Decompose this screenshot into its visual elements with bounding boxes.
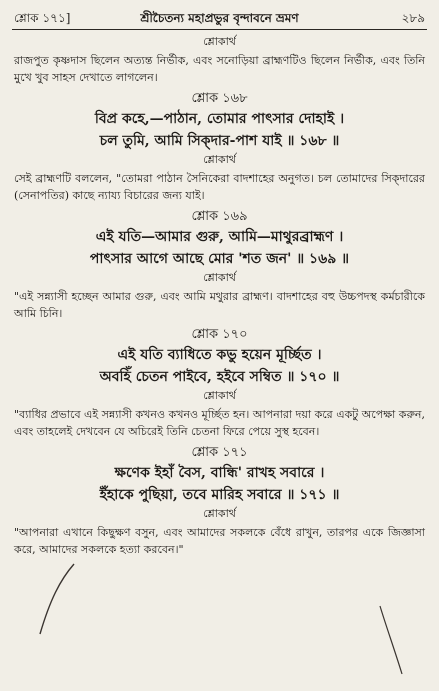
translation-text: "এই সন্ন্যাসী হচ্ছেন আমার গুরু, এবং আমি মথুরার ব্রাহ্মণ। বাদশাহের বহু উচ্চপদস্থ কর্মচারীকে আমি চিনি। (14, 290, 425, 320)
verse-label: শ্লোক ১৭০ (191, 327, 248, 342)
header-rule (12, 29, 427, 30)
verse-line: চল তুমি, আমি সিক্দার-পাশ যাই ॥ ১৬৮ ॥ (99, 133, 340, 149)
verse-section-170 (14, 326, 425, 440)
verse-section-168 (14, 90, 425, 204)
verse-line: পাৎসার আগে আছে মোর 'শত জন' ॥ ১৬৯ ॥ (89, 251, 350, 267)
verse-line: এই যতি ব্যাধিতে কভু হয়েন মূর্চ্ছিত । (117, 347, 322, 363)
translation-text: "ব্যাধির প্রভাবে এই সন্ন্যাসী কখনও কখনও মূর্চ্ছিত হন। আপনারা দয়া করে একটু অপেক্ষা করুন, এবং তাহলেই দেখবেন যে অচিরেই তিনি চেতনা ফিরে পেয়ে সুস্থ হবেন। (14, 408, 425, 438)
verse-line: অবহিঁ চেতন পাইবে, হইবে সম্বিত ॥ ১৭০ ॥ (99, 369, 340, 385)
pen-mark-right (372, 600, 412, 680)
running-header (14, 8, 425, 28)
header-verse-ref: শ্লোক ১৭১] (14, 11, 71, 25)
header-chapter-title: শ্রীচৈতন্য মহাপ্রভুর বৃন্দাবনে ভ্রমণ (140, 11, 299, 25)
page-content (14, 34, 425, 562)
verse-line: ইঁহাকে পুছিয়া, তবে মারিহ সবারে ॥ ১৭১ ॥ (99, 487, 340, 503)
verse-line: এই যতি—আমার গুরু, আমি—মাথুরব্রাহ্মণ । (95, 229, 344, 245)
verse-label: শ্লোক ১৭১ (191, 445, 248, 460)
translation-label: শ্লোকার্থ (203, 389, 236, 402)
translation-text: সেই ব্রাহ্মণটি বললেন, "তোমরা পাঠান সৈনিকেরা বাদশাহের অনুগত। চল তোমাদের সিক্দারের (সেনাপতির) কাছে ন্যায্য বিচারের জন্য যাই। (14, 172, 425, 202)
verse-label: শ্লোক ১৬৮ (191, 91, 248, 106)
verse-section-171 (14, 444, 425, 558)
translation-label: শ্লোকার্থ (203, 507, 236, 520)
verse-label: শ্লোক ১৬৯ (191, 209, 248, 224)
section-translation-167 (14, 34, 425, 86)
translation-label: শ্লোকার্থ (203, 271, 236, 284)
verse-line: ক্ষণেক ইহাঁ বৈস, বান্ধি' রাখহ সবারে । (114, 465, 325, 481)
translation-label: শ্লোকার্থ (203, 35, 236, 48)
pen-mark-left (30, 560, 90, 640)
page-number: ২৮৯ (401, 11, 425, 25)
verse-section-169 (14, 208, 425, 322)
translation-label: শ্লোকার্থ (203, 153, 236, 166)
translation-text: "আপনারা এখানে কিছুক্ষণ বসুন, এবং আমাদের সকলকে বেঁধে রাখুন, তারপর একে জিজ্ঞাসা করে, আমাদের সকলকে হত্যা করবেন।" (14, 526, 425, 556)
translation-text: রাজপুত কৃষ্ণদাস ছিলেন অত্যন্ত নির্ভীক, এবং সনোড়িয়া ব্রাহ্মণটিও ছিলেন নির্ভীক, এবং তিনি মুখে খুব সাহস দেখাতে লাগলেন। (14, 54, 425, 84)
verse-line: বিপ্র কহে,—পাঠান, তোমার পাৎসার দোহাই । (94, 111, 345, 127)
